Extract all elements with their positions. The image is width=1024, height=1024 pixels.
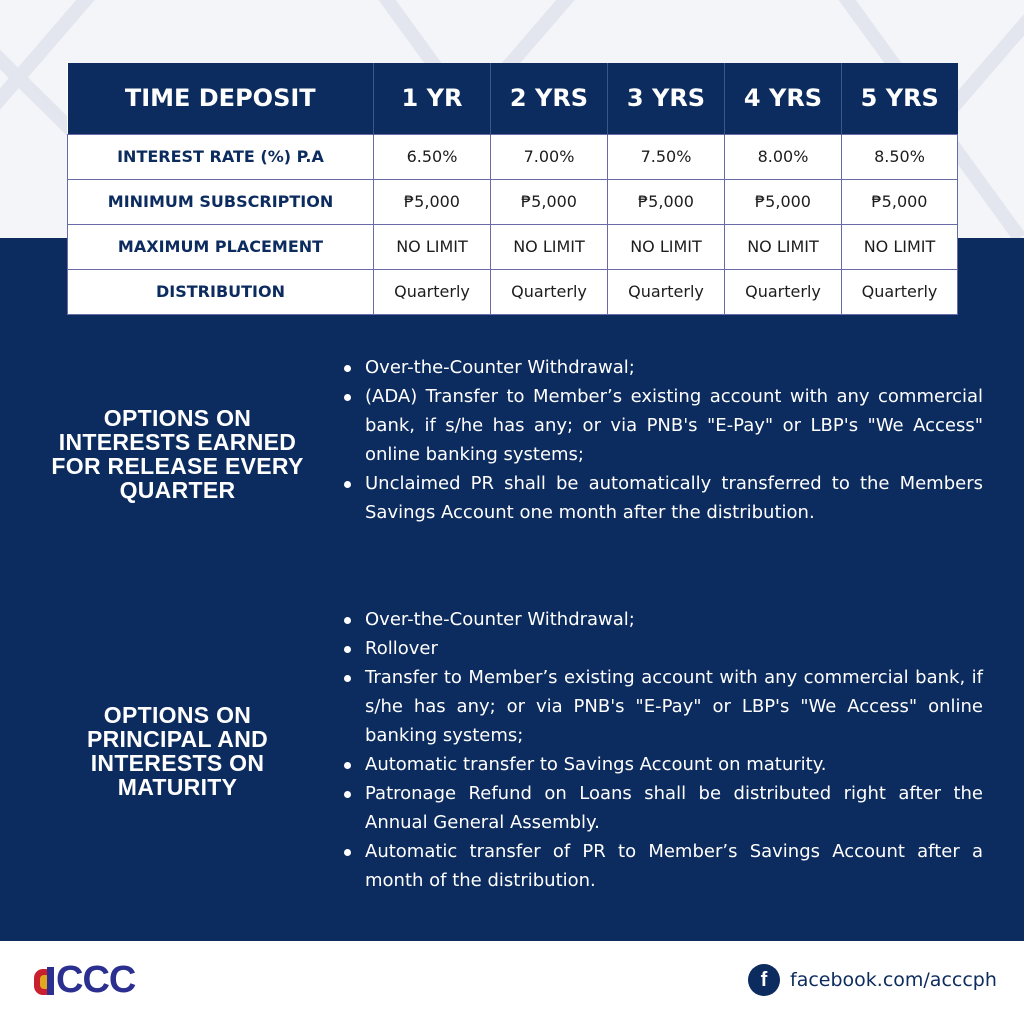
section1-title (40, 406, 315, 502)
list-item: Automatic transfer to Savings Account on maturity. (341, 750, 983, 779)
table-row (68, 269, 958, 314)
header-3yrs: 3 YRS (608, 63, 725, 134)
table-cell: Quarterly (374, 269, 491, 314)
table-cell: Quarterly (842, 269, 958, 314)
section2-title-line: MATURITY (117, 774, 238, 800)
section1-title-line: INTERESTS EARNED (58, 429, 297, 455)
list-item: (ADA) Transfer to Member’s existing account with any commercial bank, if s/he has any; or via PNB's "E-Pay" or LBP's "We Access" online banking systems; (341, 382, 983, 469)
facebook-url[interactable]: facebook.com/acccph (790, 969, 997, 991)
header-4yrs: 4 YRS (725, 63, 842, 134)
list-item: Rollover (341, 634, 983, 663)
table-cell: NO LIMIT (608, 224, 725, 269)
header-time-deposit: TIME DEPOSIT (68, 63, 374, 134)
table-cell: Quarterly (491, 269, 608, 314)
table-cell: ₱5,000 (491, 179, 608, 224)
table-cell: 7.50% (608, 134, 725, 179)
row-label-distribution: DISTRIBUTION (68, 269, 374, 314)
table-cell: Quarterly (608, 269, 725, 314)
list-item: Over-the-Counter Withdrawal; (341, 353, 983, 382)
facebook-link[interactable] (748, 964, 997, 996)
section2-title-line: PRINCIPAL AND (86, 726, 269, 752)
list-item: Patronage Refund on Loans shall be distributed right after the Annual General Assembly. (341, 779, 983, 837)
table-row (68, 179, 958, 224)
row-label-interest-rate: INTEREST RATE (%) P.A (68, 134, 374, 179)
table-cell: 8.50% (842, 134, 958, 179)
section2-title-line: INTERESTS ON (90, 750, 265, 776)
table-cell: ₱5,000 (842, 179, 958, 224)
facebook-icon: f (748, 964, 780, 996)
table-header-row (68, 63, 958, 134)
table-cell: Quarterly (725, 269, 842, 314)
row-label-minimum-subscription: MINIMUM SUBSCRIPTION (68, 179, 374, 224)
header-5yrs: 5 YRS (842, 63, 958, 134)
header-1yr: 1 YR (374, 63, 491, 134)
table-cell: ₱5,000 (725, 179, 842, 224)
table-cell: NO LIMIT (374, 224, 491, 269)
list-item: Over-the-Counter Withdrawal; (341, 605, 983, 634)
list-item: Unclaimed PR shall be automatically transferred to the Members Savings Account one month after the distribution. (341, 469, 983, 527)
row-label-maximum-placement: MAXIMUM PLACEMENT (68, 224, 374, 269)
section2-title-line: OPTIONS ON (103, 702, 252, 728)
list-item: Automatic transfer of PR to Member’s Savings Account after a month of the distribution. (341, 837, 983, 895)
section1-title-line: OPTIONS ON (103, 405, 252, 431)
time-deposit-table (67, 63, 958, 315)
section2-list (341, 605, 983, 895)
section1-list (341, 353, 983, 527)
section1-title-line: FOR RELEASE EVERY (51, 453, 304, 479)
table-cell: NO LIMIT (725, 224, 842, 269)
logo-text: CCC (56, 959, 136, 1001)
table-cell: 6.50% (374, 134, 491, 179)
header-2yrs: 2 YRS (491, 63, 608, 134)
section1-title-line: QUARTER (119, 477, 236, 503)
table-cell: NO LIMIT (491, 224, 608, 269)
list-item: Transfer to Member’s existing account with any commercial bank, if s/he has any; or via PNB's "E-Pay" or LBP's "We Access" online banking systems; (341, 663, 983, 750)
table-cell: 7.00% (491, 134, 608, 179)
logo-mark-icon (32, 963, 56, 997)
table-cell: NO LIMIT (842, 224, 958, 269)
table-cell: ₱5,000 (374, 179, 491, 224)
table-cell: ₱5,000 (608, 179, 725, 224)
table-row (68, 134, 958, 179)
table-row (68, 224, 958, 269)
table-cell: 8.00% (725, 134, 842, 179)
section2-title (40, 703, 315, 799)
accc-logo (32, 960, 135, 1000)
